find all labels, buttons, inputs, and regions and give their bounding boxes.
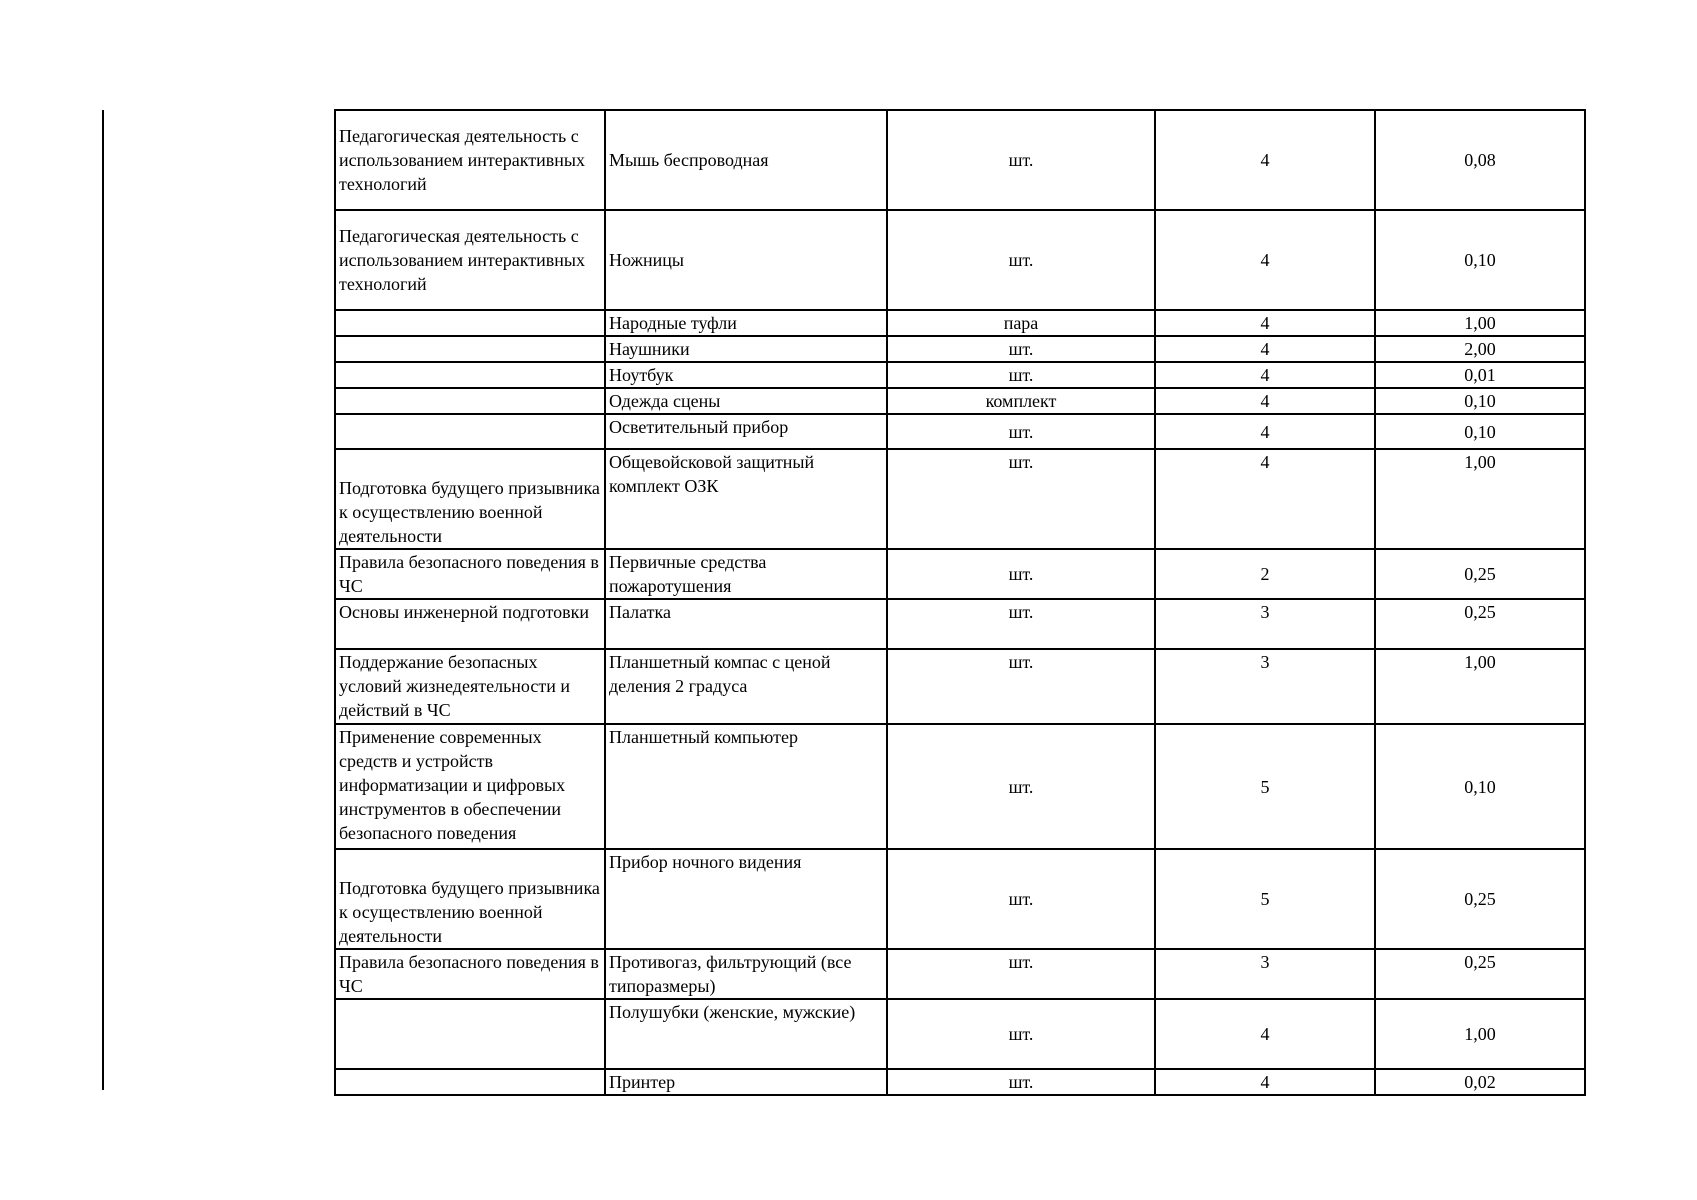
activity-cell: Применение современных средств и устройств информатизации и цифровых инструментов в обеспечении безопасного поведения xyxy=(335,724,605,849)
table-row xyxy=(335,724,1585,849)
activity-cell: Педагогическая деятельность с использованием интерактивных технологий xyxy=(335,110,605,210)
norm-cell: 0,25 xyxy=(1375,849,1585,949)
quantity-cell: 5 xyxy=(1155,849,1375,949)
unit-cell: шт. xyxy=(887,362,1155,388)
activity-cell xyxy=(335,1069,605,1095)
activity-cell: Подготовка будущего призывника к осуществлению военной деятельности xyxy=(335,449,605,549)
unit-cell: шт. xyxy=(887,549,1155,599)
activity-cell: Основы инженерной подготовки xyxy=(335,599,605,649)
item-cell: Ножницы xyxy=(605,210,887,310)
table-row xyxy=(335,388,1585,414)
left-margin-rule xyxy=(102,110,104,1090)
table-row xyxy=(335,999,1585,1069)
activity-cell: Педагогическая деятельность с использованием интерактивных технологий xyxy=(335,210,605,310)
norm-cell: 0,08 xyxy=(1375,110,1585,210)
table-row xyxy=(335,649,1585,724)
norm-cell: 2,00 xyxy=(1375,336,1585,362)
unit-cell: шт. xyxy=(887,1069,1155,1095)
unit-cell: шт. xyxy=(887,949,1155,999)
item-cell: Противогаз, фильтрующий (все типоразмеры) xyxy=(605,949,887,999)
item-cell: Народные туфли xyxy=(605,310,887,336)
activity-cell: Правила безопасного поведения в ЧС xyxy=(335,549,605,599)
norm-cell: 0,25 xyxy=(1375,599,1585,649)
table-row xyxy=(335,336,1585,362)
item-cell: Принтер xyxy=(605,1069,887,1095)
norm-cell: 0,25 xyxy=(1375,949,1585,999)
quantity-cell: 3 xyxy=(1155,649,1375,724)
item-cell: Осветительный прибор xyxy=(605,414,887,449)
activity-cell: Правила безопасного поведения в ЧС xyxy=(335,949,605,999)
item-cell: Полушубки (женские, мужские) xyxy=(605,999,887,1069)
table-row xyxy=(335,849,1585,949)
unit-cell: комплект xyxy=(887,388,1155,414)
item-cell: Ноутбук xyxy=(605,362,887,388)
norm-cell: 0,10 xyxy=(1375,724,1585,849)
quantity-cell: 4 xyxy=(1155,449,1375,549)
quantity-cell: 3 xyxy=(1155,599,1375,649)
unit-cell: пара xyxy=(887,310,1155,336)
norm-cell: 1,00 xyxy=(1375,649,1585,724)
unit-cell: шт. xyxy=(887,210,1155,310)
unit-cell: шт. xyxy=(887,849,1155,949)
unit-cell: шт. xyxy=(887,414,1155,449)
table-row xyxy=(335,310,1585,336)
quantity-cell: 4 xyxy=(1155,414,1375,449)
activity-cell xyxy=(335,388,605,414)
quantity-cell: 4 xyxy=(1155,999,1375,1069)
activity-cell xyxy=(335,414,605,449)
item-cell: Планшетный компас с ценой деления 2 градуса xyxy=(605,649,887,724)
quantity-cell: 4 xyxy=(1155,336,1375,362)
norm-cell: 0,10 xyxy=(1375,414,1585,449)
quantity-cell: 4 xyxy=(1155,210,1375,310)
quantity-cell: 4 xyxy=(1155,1069,1375,1095)
item-cell: Одежда сцены xyxy=(605,388,887,414)
item-cell: Общевойсковой защитный комплект ОЗК xyxy=(605,449,887,549)
norm-cell: 0,10 xyxy=(1375,210,1585,310)
quantity-cell: 4 xyxy=(1155,110,1375,210)
unit-cell: шт. xyxy=(887,599,1155,649)
norm-cell: 1,00 xyxy=(1375,999,1585,1069)
item-cell: Прибор ночного видения xyxy=(605,849,887,949)
norm-cell: 0,02 xyxy=(1375,1069,1585,1095)
activity-cell: Поддержание безопасных условий жизнедеятельности и действий в ЧС xyxy=(335,649,605,724)
quantity-cell: 4 xyxy=(1155,310,1375,336)
table-row xyxy=(335,210,1585,310)
quantity-cell: 3 xyxy=(1155,949,1375,999)
table-row xyxy=(335,549,1585,599)
unit-cell: шт. xyxy=(887,649,1155,724)
item-cell: Мышь беспроводная xyxy=(605,110,887,210)
unit-cell: шт. xyxy=(887,336,1155,362)
norm-cell: 1,00 xyxy=(1375,310,1585,336)
item-cell: Палатка xyxy=(605,599,887,649)
quantity-cell: 4 xyxy=(1155,362,1375,388)
norm-cell: 0,01 xyxy=(1375,362,1585,388)
unit-cell: шт. xyxy=(887,449,1155,549)
table-row xyxy=(335,1069,1585,1095)
table-row xyxy=(335,599,1585,649)
equipment-table xyxy=(334,109,1586,1096)
activity-cell xyxy=(335,362,605,388)
quantity-cell: 2 xyxy=(1155,549,1375,599)
unit-cell: шт. xyxy=(887,999,1155,1069)
quantity-cell: 4 xyxy=(1155,388,1375,414)
quantity-cell: 5 xyxy=(1155,724,1375,849)
table-row xyxy=(335,449,1585,549)
unit-cell: шт. xyxy=(887,724,1155,849)
table-row xyxy=(335,949,1585,999)
norm-cell: 1,00 xyxy=(1375,449,1585,549)
activity-cell xyxy=(335,999,605,1069)
item-cell: Наушники xyxy=(605,336,887,362)
activity-cell: Подготовка будущего призывника к осуществлению военной деятельности xyxy=(335,849,605,949)
norm-cell: 0,25 xyxy=(1375,549,1585,599)
item-cell: Планшетный компьютер xyxy=(605,724,887,849)
table-row xyxy=(335,414,1585,449)
item-cell: Первичные средства пожаротушения xyxy=(605,549,887,599)
norm-cell: 0,10 xyxy=(1375,388,1585,414)
unit-cell: шт. xyxy=(887,110,1155,210)
activity-cell xyxy=(335,310,605,336)
activity-cell xyxy=(335,336,605,362)
table-row xyxy=(335,362,1585,388)
table-row xyxy=(335,110,1585,210)
